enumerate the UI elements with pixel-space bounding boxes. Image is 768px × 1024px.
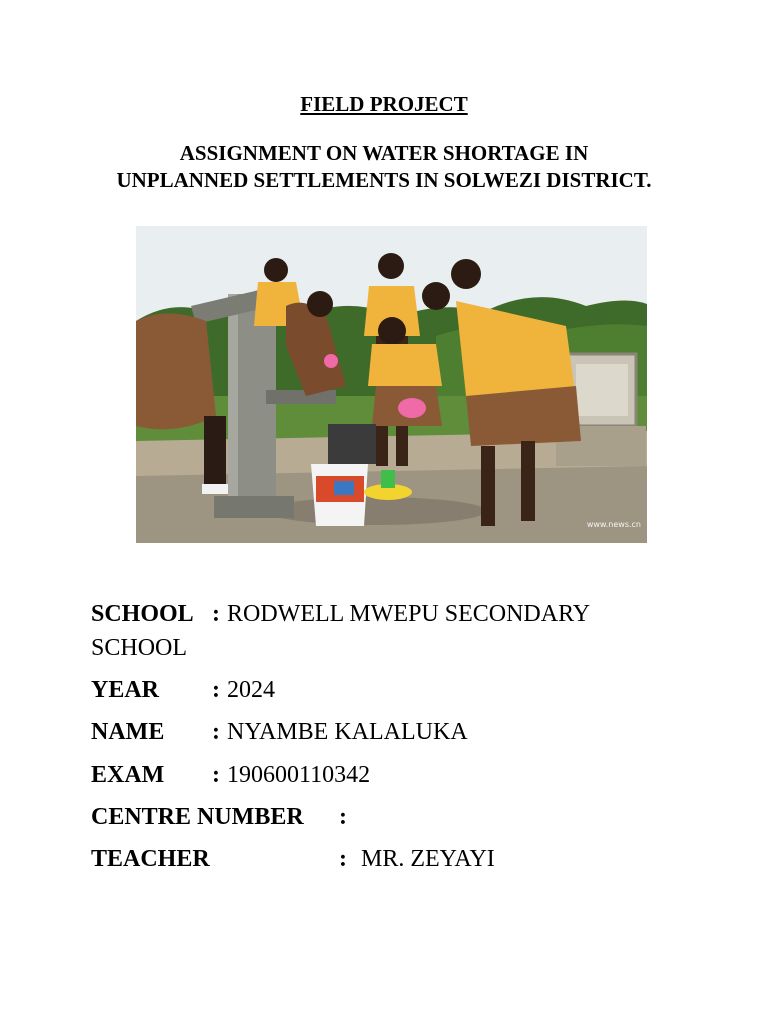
photo-watermark: www.news.cn bbox=[586, 520, 641, 529]
school-label: SCHOOL bbox=[91, 601, 194, 627]
school-colon: : bbox=[212, 601, 220, 627]
school-value-continued: SCHOOL bbox=[91, 635, 188, 661]
assignment-title bbox=[0, 140, 768, 194]
page-title: FIELD PROJECT bbox=[300, 92, 468, 116]
exam-value: 190600110342 bbox=[227, 762, 371, 788]
cover-photo bbox=[136, 226, 647, 543]
teacher-value: MR. ZEYAYI bbox=[361, 846, 495, 872]
centre-number-label: CENTRE NUMBER bbox=[91, 804, 304, 830]
year-label: YEAR bbox=[91, 677, 160, 703]
name-colon: : bbox=[212, 719, 220, 745]
teacher-label: TEACHER bbox=[91, 846, 210, 872]
name-label: NAME bbox=[91, 719, 165, 745]
assignment-title-line-1: ASSIGNMENT ON WATER SHORTAGE IN bbox=[179, 141, 589, 165]
name-value: NYAMBE KALALUKA bbox=[227, 719, 468, 745]
school-value: RODWELL MWEPU SECONDARY bbox=[227, 601, 591, 627]
assignment-title-line-2: UNPLANNED SETTLEMENTS IN SOLWEZI DISTRICT. bbox=[116, 168, 652, 192]
exam-colon: : bbox=[212, 762, 220, 788]
year-value: 2024 bbox=[227, 677, 275, 703]
centre-number-colon: : bbox=[339, 804, 347, 830]
year-colon: : bbox=[212, 677, 220, 703]
exam-label: EXAM bbox=[91, 762, 165, 788]
photo-illustration bbox=[136, 226, 647, 543]
teacher-colon: : bbox=[339, 846, 347, 872]
